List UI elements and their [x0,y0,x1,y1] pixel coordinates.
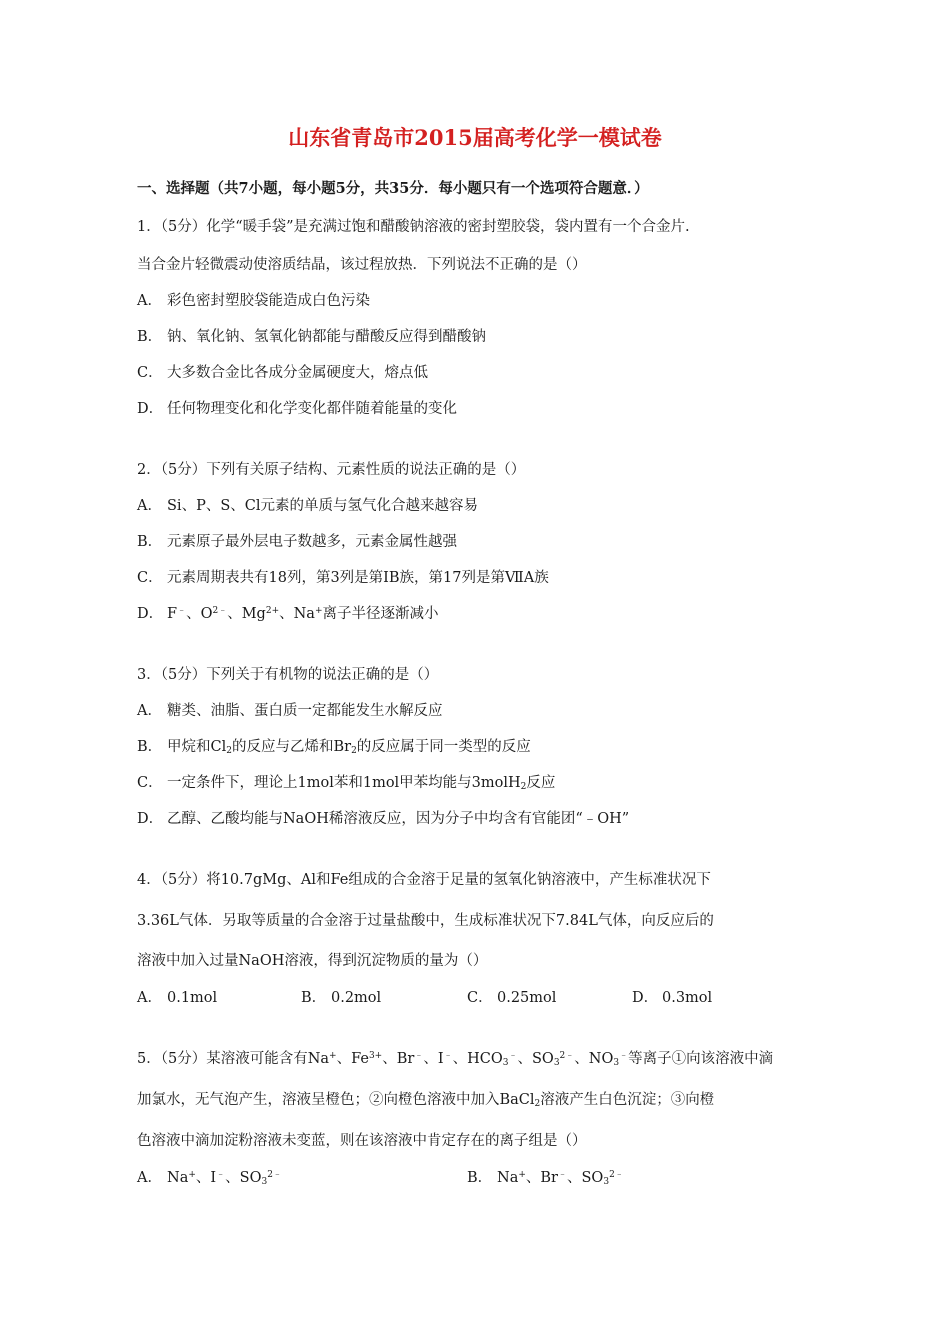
q4-option-c: C． 0.25mol [467,990,557,1006]
section-heading: 一、选择题（共7小题，每小题5分，共35分．每小题只有一个选项符合题意．） [137,180,649,197]
q1-stem-line1: 1．（5分）化学“暖手袋”是充满过饱和醋酸钠溶液的密封塑胶袋，袋内置有一个合金片. [137,219,690,235]
q4-option-a: A． 0.1mol [137,990,218,1006]
q3-stem: 3．（5分）下列关于有机物的说法正确的是（） [137,667,439,683]
q2-option-a: A． Si、P、S、Cl元素的单质与氢气化合越来越容易 [137,498,478,514]
q4-option-d: D． 0.3mol [632,990,713,1006]
q5-stem-line3: 色溶液中滴加淀粉溶液未变蓝，则在该溶液中肯定存在的离子组是（） [137,1133,587,1149]
q5-option-b: B． Na+、Br﹣、$SO_3^{2﹣}$ [467,1170,624,1187]
q5-stem-line1: 5．（5分）某溶液可能含有Na+、$Fe^{3+}$、Br﹣、I﹣、$HCO_3^﹣$、$SO_3^{2﹣}$、$NO_3^﹣$等离子①向该溶液中滴 [137,1051,774,1068]
q3-option-b: B． 甲烷和$Cl_2$的反应与乙烯和$Br_2$的反应属于同一类型的反应 [137,739,531,756]
q2-option-d: D． F﹣、$O^{2﹣}$、$Mg^{2+}$、Na+离子半径逐渐减小 [137,606,439,622]
q1-stem-line2: 当合金片轻微震动使溶质结晶，该过程放热．下列说法不正确的是（） [137,257,587,273]
q4-stem-line1: 4．（5分）将10.7gMg、Al和Fe组成的合金溶于足量的氢氧化钠溶液中，产生标准状况下 [137,872,711,888]
q5-stem-line2: 加氯水，无气泡产生，溶液呈橙色；②向橙色溶液中加入BaCl$_2$溶液产生白色沉淀；③向橙 [137,1092,715,1109]
q1-option-b: B． 钠、氧化钠、氢氧化钠都能与醋酸反应得到醋酸钠 [137,329,486,345]
q3-option-d: D． 乙醇、乙酸均能与NaOH稀溶液反应，因为分子中均含有官能团“﹣OH” [137,811,630,827]
q1-option-c: C． 大多数合金比各成分金属硬度大，熔点低 [137,365,428,381]
q2-option-b: B． 元素原子最外层电子数越多，元素金属性越强 [137,534,457,550]
q3-option-c: C． 一定条件下，理论上1mol苯和1mol甲苯均能与3molH$_2$反应 [137,775,556,792]
q1-option-a: A． 彩色密封塑胶袋能造成白色污染 [137,293,370,309]
q2-stem: 2．（5分）下列有关原子结构、元素性质的说法正确的是（） [137,462,526,478]
q1-option-d: D． 任何物理变化和化学变化都伴随着能量的变化 [137,401,457,417]
q4-stem-line2: 3.36L气体．另取等质量的合金溶于过量盐酸中，生成标准状况下7.84L气体，向反应后的 [137,913,714,929]
q2-option-c: C． 元素周期表共有18列，第3列是第ⅠB族，第17列是第ⅦA族 [137,570,549,586]
q5-option-a: A． Na+、I﹣、$SO_3^{2﹣}$ [137,1170,282,1187]
page-title: 山东省青岛市2015届高考化学一模试卷 [288,125,662,150]
q4-option-b: B． 0.2mol [301,990,382,1006]
q4-stem-line3: 溶液中加入过量NaOH溶液，得到沉淀物质的量为（） [137,953,488,969]
q3-option-a: A． 糖类、油脂、蛋白质一定都能发生水解反应 [137,703,443,719]
